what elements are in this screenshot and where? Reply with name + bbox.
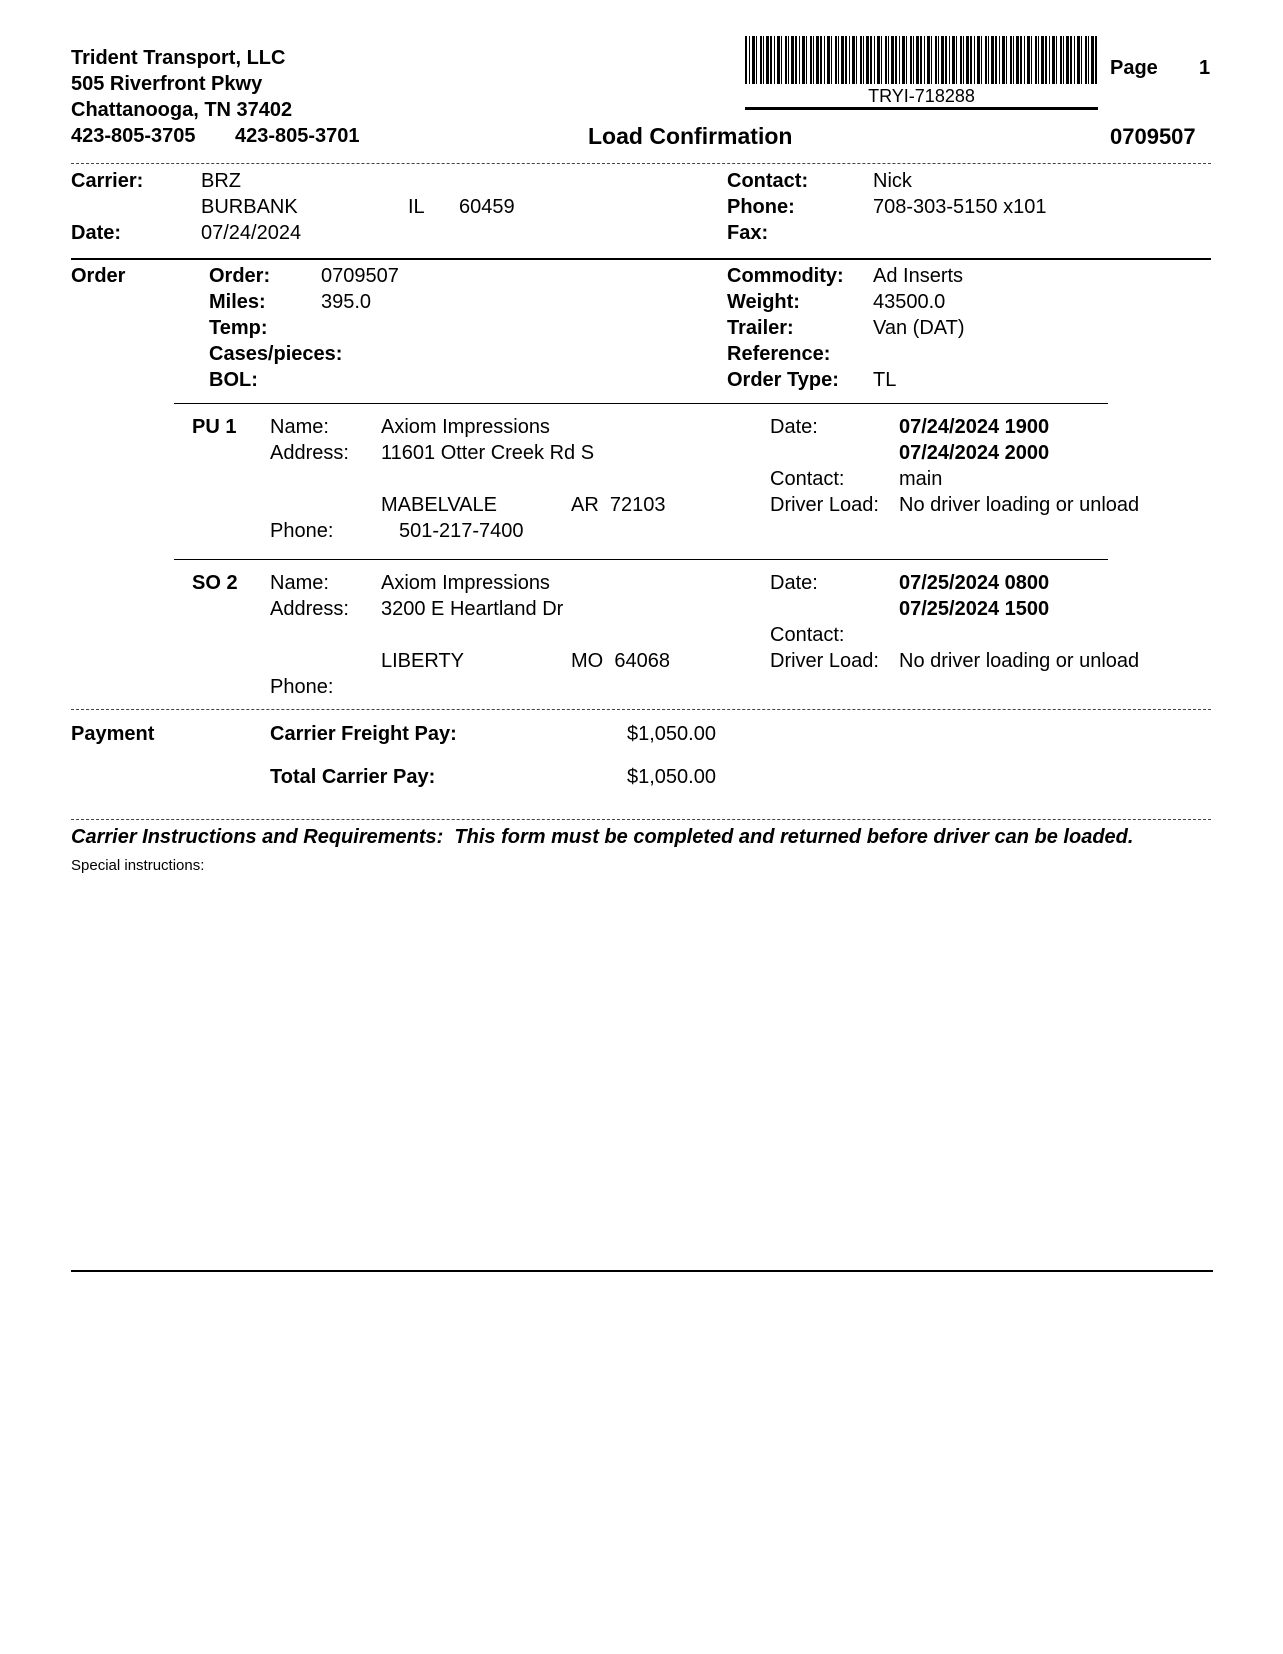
contact-value: Nick <box>873 170 912 192</box>
barcode <box>745 36 1098 84</box>
stop-contact-label: Contact: <box>770 624 845 646</box>
cases-label: Cases/pieces: <box>209 343 343 365</box>
phone-label: Phone: <box>727 196 795 218</box>
stop-state-zip: AR 72103 <box>571 494 666 516</box>
instructions-heading: Carrier Instructions and Requirements: This form must be completed and returned before driver can be loaded. <box>71 826 1134 848</box>
carrier-state: IL <box>408 196 425 218</box>
freight-pay-label: Carrier Freight Pay: <box>270 723 457 745</box>
carrier-city: BURBANK <box>201 196 298 218</box>
date-label: Date: <box>71 222 122 244</box>
company-phone-1: 423-805-3705 <box>71 125 196 147</box>
document-number: 0709507 <box>1110 124 1196 149</box>
company-address-line2: Chattanooga, TN 37402 <box>71 99 293 121</box>
stop-address: 11601 Otter Creek Rd S <box>381 442 595 464</box>
commodity-label: Commodity: <box>727 265 844 287</box>
stop-code: PU 1 <box>192 416 237 438</box>
miles-value: 395.0 <box>321 291 372 313</box>
carrier-code: BRZ <box>201 170 241 192</box>
stop-driver-load-label: Driver Load: <box>770 650 879 672</box>
divider <box>174 559 1108 560</box>
temp-label: Temp: <box>209 317 268 339</box>
total-pay-value: $1,050.00 <box>627 766 716 788</box>
stop-state-zip: MO 64068 <box>571 650 670 672</box>
divider <box>71 258 1211 260</box>
stop-driver-load-label: Driver Load: <box>770 494 879 516</box>
reference-label: Reference: <box>727 343 831 365</box>
stop-name: Axiom Impressions <box>381 572 550 594</box>
stop-date-from: 07/25/2024 0800 <box>899 572 1050 594</box>
company-phone-2: 423-805-3701 <box>235 125 360 147</box>
signature-line <box>71 1270 1213 1272</box>
order-type-value: TL <box>873 369 897 391</box>
freight-pay-value: $1,050.00 <box>627 723 716 745</box>
stop-date-from: 07/24/2024 1900 <box>899 416 1050 438</box>
divider <box>71 163 1211 164</box>
bol-label: BOL: <box>209 369 258 391</box>
stop-name-label: Name: <box>270 572 329 594</box>
stop-date-to: 07/25/2024 1500 <box>899 598 1050 620</box>
stop-code: SO 2 <box>192 572 238 594</box>
divider <box>174 403 1108 404</box>
stop-driver-load: No driver loading or unload <box>899 494 1140 516</box>
order-label: Order: <box>209 265 271 287</box>
phone-value: 708-303-5150 x101 <box>873 196 1047 218</box>
stop-date-label: Date: <box>770 572 818 594</box>
stop-contact-label: Contact: <box>770 468 845 490</box>
barcode-underline <box>745 107 1098 110</box>
commodity-value: Ad Inserts <box>873 265 964 287</box>
carrier-zip: 60459 <box>459 196 515 218</box>
divider <box>71 819 1211 820</box>
date-value: 07/24/2024 <box>201 222 302 244</box>
miles-label: Miles: <box>209 291 266 313</box>
trailer-label: Trailer: <box>727 317 794 339</box>
barcode-text: TRYI-718288 <box>868 86 975 106</box>
order-section-label: Order <box>71 265 126 287</box>
stop-city: MABELVALE <box>381 494 497 516</box>
order-type-label: Order Type: <box>727 369 839 391</box>
payment-section-label: Payment <box>71 723 155 745</box>
stop-phone-label: Phone: <box>270 676 334 698</box>
company-name: Trident Transport, LLC <box>71 47 286 69</box>
special-instructions-label: Special instructions: <box>71 857 205 874</box>
order-value: 0709507 <box>321 265 399 287</box>
company-address-line1: 505 Riverfront Pkwy <box>71 73 263 95</box>
page-number: 1 <box>1199 57 1211 79</box>
stop-address-label: Address: <box>270 598 349 620</box>
stop-date-to: 07/24/2024 2000 <box>899 442 1050 464</box>
weight-value: 43500.0 <box>873 291 946 313</box>
carrier-label: Carrier: <box>71 170 144 192</box>
contact-label: Contact: <box>727 170 809 192</box>
fax-label: Fax: <box>727 222 769 244</box>
divider <box>71 709 1211 710</box>
document-title: Load Confirmation <box>588 123 793 149</box>
weight-label: Weight: <box>727 291 800 313</box>
stop-address-label: Address: <box>270 442 349 464</box>
page-label: Page <box>1110 57 1158 79</box>
stop-driver-load: No driver loading or unload <box>899 650 1140 672</box>
stop-phone: 501-217-7400 <box>399 520 524 542</box>
stop-date-label: Date: <box>770 416 818 438</box>
stop-phone-label: Phone: <box>270 520 334 542</box>
stop-address: 3200 E Heartland Dr <box>381 598 564 620</box>
trailer-value: Van (DAT) <box>873 317 965 339</box>
stop-name: Axiom Impressions <box>381 416 550 438</box>
total-pay-label: Total Carrier Pay: <box>270 766 436 788</box>
stop-name-label: Name: <box>270 416 329 438</box>
stop-city: LIBERTY <box>381 650 464 672</box>
stop-contact: main <box>899 468 943 490</box>
